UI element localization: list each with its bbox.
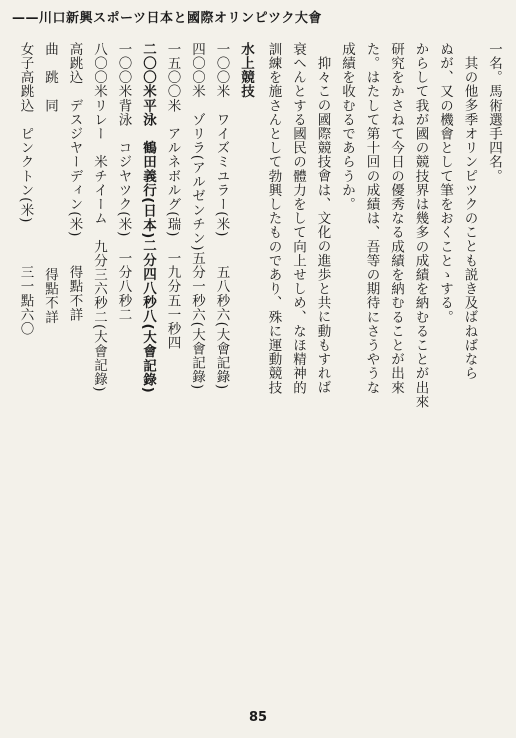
record-line: 八〇〇米リレー 米チイーム 九分三六秒二(大會記錄) bbox=[91, 42, 107, 393]
text-line: 成績を收むるであらうか。 bbox=[339, 42, 355, 212]
text-line: 抑々この國際競技會は、文化の進歩と共に動もすれば bbox=[314, 56, 331, 395]
record-line: 一〇〇米背泳 コジヤツク(米) 一分八秒二 bbox=[115, 42, 132, 322]
record-line: 二〇〇米平泳 鶴田義行(日本)二分四八秒八(大會記錄) bbox=[140, 42, 156, 394]
section-title: 水上競技 bbox=[238, 42, 254, 99]
left-text-column bbox=[12, 42, 258, 682]
text-line: 訓練を施さんとして勃興したものであり、殊に運動競技 bbox=[265, 42, 282, 395]
record-line: 女子高跳込 ピンクトン(米) 三一點六〇 bbox=[17, 42, 34, 336]
running-head-author: ——川口 bbox=[12, 11, 67, 26]
text-line: 研究をかさねて今日の優秀なる成績を納むることが出來 bbox=[388, 42, 404, 395]
text-line: た。はたして第十回の成績は、吾等の期待にさうやうな bbox=[363, 42, 380, 395]
text-line: からして我が國の競技界は幾多の成績を納むることが出來 bbox=[412, 42, 429, 409]
record-line: 曲 跳 同 得點不詳 bbox=[42, 42, 58, 324]
text-line: ぬが、又の機會として筆をおくことゝする。 bbox=[437, 42, 453, 324]
record-line: 四〇〇米 ゾリラ(アルゼンチン)五分一秒六(大會記錄) bbox=[189, 42, 205, 390]
record-line bbox=[12, 42, 13, 682]
text-line: 衰へんとする國民の體力をして向上せしめ、なほ精神的 bbox=[290, 42, 306, 395]
right-text-column bbox=[260, 42, 506, 682]
record-line: 高跳込 デスジヤーディン(米) 得點不詳 bbox=[66, 42, 83, 322]
text-line: 其の他多季オリンピツクのことも説き及ばねばなら bbox=[461, 56, 478, 381]
text-line bbox=[260, 42, 261, 682]
record-line: 一〇〇米 ワイズミユラー(米) 五八秒六(大會記錄) bbox=[213, 42, 230, 390]
page-number: 85 bbox=[248, 710, 268, 725]
running-head-title: 新興スポーツ日本と國際オリンピツク大會 bbox=[66, 11, 322, 26]
text-line: 一名。馬術選手四名。 bbox=[486, 42, 502, 183]
record-line: 一五〇〇米 アルネボルグ(瑞) 一九分五一秒四 bbox=[164, 42, 181, 350]
running-head bbox=[12, 8, 504, 30]
